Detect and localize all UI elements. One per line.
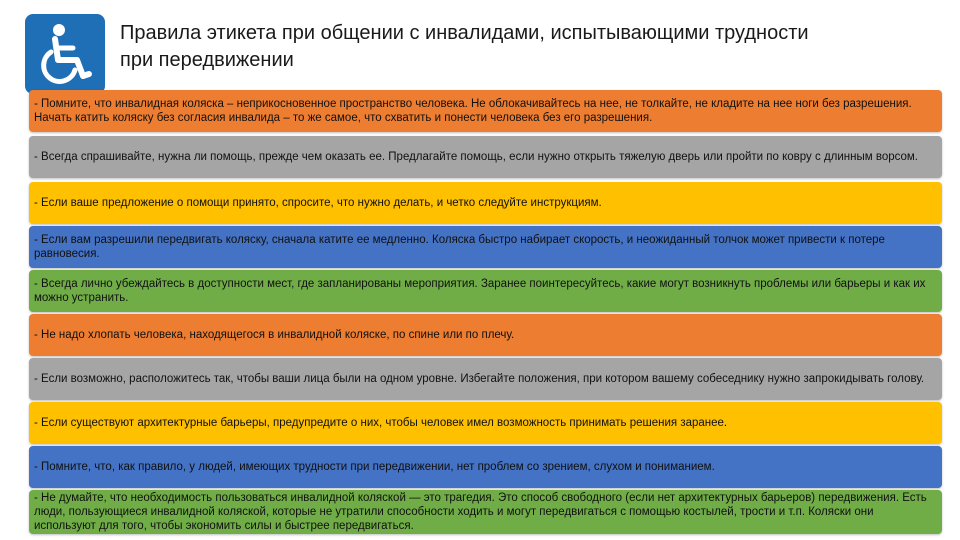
rule-item [29, 182, 942, 224]
rule-item [29, 226, 942, 268]
rule-item [29, 270, 942, 312]
rule-item [29, 402, 942, 444]
title-line-2: при передвижении [120, 49, 294, 71]
rule-text: - Если ваше предложение о помощи принято, спросите, что нужно делать, и четко следуйте инструкциям. [34, 197, 602, 209]
rule-text: - Не думайте, что необходимость пользоваться инвалидной коляской — это трагедия. Это способ свободного (если нет архитектурных барьеров) передвижения. Есть люди, пользующиеся инвалидной коляской, которые не утратили способности ходить и могут передвигаться с помощью костылей, трости и т.п. Коляски они используют для того, чтобы экономить силы и быстрее передвигаться. [34, 492, 927, 532]
page-title [120, 20, 940, 74]
rule-text: - Помните, что, как правило, у людей, имеющих трудности при передвижении, нет проблем со зрением, слухом и пониманием. [34, 461, 715, 473]
rule-text: - Всегда лично убеждайтесь в доступности мест, где запланированы мероприятия. Заранее поинтересуйтесь, какие могут возникнуть проблемы или барьеры и как их можно устранить. [34, 278, 926, 304]
rule-item [29, 490, 942, 534]
rule-text: - Если вам разрешили передвигать коляску, сначала катите ее медленно. Коляска быстро набирает скорость, и неожиданный толчок может привести к потере равновесия. [34, 234, 885, 260]
wheelchair-icon [25, 14, 105, 94]
rule-item [29, 446, 942, 488]
rule-item [29, 358, 942, 400]
rule-text: - Всегда спрашивайте, нужна ли помощь, прежде чем оказать ее. Предлагайте помощь, если нужно открыть тяжелую дверь или пройти по ковру с длинным ворсом. [34, 151, 919, 163]
title-line-1: Правила этикета при общении с инвалидами, испытывающими трудности [120, 22, 809, 44]
logo [25, 14, 105, 94]
rule-text: - Если существуют архитектурные барьеры, предупредите о них, чтобы человек имел возможность принимать решения заранее. [34, 417, 728, 429]
rule-text: - Помните, что инвалидная коляска – неприкосновенное пространство человека. Не облокачивайтесь на нее, не толкайте, не кладите на нее ноги без разрешения. Начать катить коляску без согласия инвалида – то же самое, что схватить и понести человека без его разрешения. [34, 98, 912, 124]
rule-item [29, 136, 942, 178]
rule-item [29, 90, 942, 132]
rule-text: - Не надо хлопать человека, находящегося в инвалидной коляске, по спине или по плечу. [34, 329, 515, 341]
rule-text: - Если возможно, расположитесь так, чтобы ваши лица были на одном уровне. Избегайте положения, при котором вашему собеседнику нужно запрокидывать голову. [34, 373, 925, 385]
rule-item [29, 314, 942, 356]
